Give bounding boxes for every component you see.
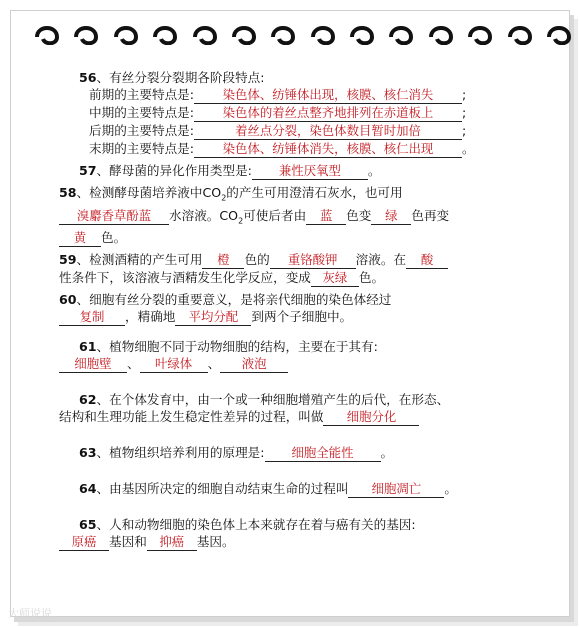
notebook-page: [10, 10, 570, 617]
answer-blank: 重铬酸钾: [270, 251, 356, 269]
watermark: 大师说说: [8, 607, 52, 620]
row-label: 末期的主要特点是:: [89, 141, 194, 156]
answer-blank: 染色体、纺锤体消失，核膜、核仁出现: [194, 140, 462, 158]
row-metaphase: [59, 104, 554, 122]
question-text: 、植物组织培养利用的原理是:: [96, 445, 265, 461]
question-text: 、检测酒精的产生可用: [76, 252, 203, 268]
binder-ring-icon: [387, 11, 415, 45]
binder-rings: [33, 11, 573, 51]
question-text: 、由基因所决定的细胞自动结束生命的过程叫: [96, 481, 349, 497]
question-60: [59, 291, 554, 326]
question-number: 58: [59, 185, 77, 200]
question-63: [59, 444, 554, 462]
row-label: 后期的主要特点是:: [89, 123, 194, 138]
question-end: 。: [444, 481, 457, 497]
question-text: 基因。: [196, 534, 235, 550]
row-label: 前期的主要特点是:: [89, 87, 194, 102]
binder-ring-icon: [545, 11, 573, 45]
row-label: 中期的主要特点是:: [89, 105, 194, 120]
question-text: 可使后者由: [243, 207, 307, 223]
binder-ring-icon: [309, 11, 337, 45]
question-text: 、检测酵母菌培养液中CO: [76, 185, 222, 200]
answer-blank: 着丝点分裂，染色体数目暂时加倍: [194, 122, 462, 140]
binder-ring-icon: [506, 11, 534, 45]
binder-ring-icon: [348, 11, 376, 45]
answer-blank: 平均分配: [175, 308, 251, 326]
question-number: 62: [79, 392, 97, 408]
question-text: 到两个子细胞中。: [251, 309, 353, 325]
question-64: [59, 480, 554, 498]
question-end: 。: [367, 163, 381, 178]
question-text: 色。: [358, 270, 385, 286]
binder-ring-icon: [33, 11, 61, 45]
question-number: 57: [79, 163, 97, 178]
answer-blank: 原癌: [59, 533, 109, 551]
subscript: 2: [238, 216, 244, 226]
answer-blank: 橙: [202, 251, 244, 269]
question-number: 63: [79, 445, 97, 461]
answer-blank: 溴麝香草酚蓝: [59, 207, 169, 225]
binder-ring-icon: [191, 11, 219, 45]
question-text: 、人和动物细胞的染色体上本来就存在着与癌有关的基因:: [96, 517, 416, 533]
question-58: [59, 184, 554, 247]
question-text: 结构和生理功能上发生稳定性差异的过程，叫做: [59, 409, 324, 425]
row-end: ;: [462, 87, 467, 102]
answer-blank: 酸: [406, 251, 448, 269]
answer-blank: 叶绿体: [140, 355, 208, 373]
question-text: ，精确地: [125, 309, 176, 325]
question-57: [59, 162, 554, 180]
question-text: 色再变: [411, 207, 450, 223]
answer-blank: 蓝: [306, 207, 346, 225]
question-text: 、植物细胞不同于动物细胞的结构，主要在于其有:: [96, 339, 378, 355]
question-number: 59: [59, 252, 77, 268]
question-59: [59, 251, 554, 287]
row-anaphase: [59, 122, 554, 140]
question-number: 65: [79, 517, 97, 533]
row-end: ;: [462, 123, 467, 138]
answer-blank: 黄: [59, 229, 101, 247]
answer-blank: 细胞分化: [323, 408, 419, 426]
question-text: 性条件下，该溶液与酒精发生化学反应，变成: [59, 270, 311, 286]
question-number: 61: [79, 339, 97, 355]
question-text: 溶液。在: [355, 252, 407, 268]
answer-blank: 绿: [371, 207, 411, 225]
binder-ring-icon: [151, 11, 179, 45]
row-end: ;: [462, 105, 467, 120]
answer-blank: 液泡: [220, 355, 288, 373]
question-text: 的产生可用澄清石灰水，也可用: [226, 185, 403, 200]
answer-blank: 复制: [59, 308, 125, 326]
row-telophase: [59, 140, 554, 158]
answer-blank: 染色体的着丝点整齐地排列在赤道板上: [194, 104, 462, 122]
question-text: 、在个体发育中，由一个或一种细胞增殖产生的后代，在形态、: [96, 392, 450, 408]
answer-blank: 兼性厌氧型: [252, 162, 368, 180]
question-text: 基因和: [109, 534, 147, 550]
question-62: [59, 391, 554, 426]
row-prophase: [59, 86, 554, 104]
subscript: 2: [221, 193, 227, 203]
question-56: [59, 69, 554, 158]
binder-ring-icon: [427, 11, 455, 45]
binder-ring-icon: [230, 11, 258, 45]
separator: 、: [127, 356, 140, 372]
question-number: 56: [79, 70, 97, 85]
binder-ring-icon: [72, 11, 100, 45]
question-text: 、细胞有丝分裂的重要意义，是将亲代细胞的染色体经过: [76, 292, 392, 308]
question-61: [59, 338, 554, 373]
question-text: 水溶液。CO: [169, 207, 239, 223]
binder-ring-icon: [269, 11, 297, 45]
question-text: 色变: [346, 207, 372, 223]
question-text: 色的: [244, 252, 270, 268]
answer-blank: 细胞凋亡: [348, 480, 444, 498]
binder-ring-icon: [112, 11, 140, 45]
question-text: 、酵母菌的异化作用类型是:: [96, 163, 252, 178]
question-text: 色。: [101, 230, 127, 246]
answer-blank: 灰绿: [311, 269, 359, 287]
answer-blank: 细胞壁: [59, 355, 127, 373]
question-stem: 、有丝分裂分裂期各阶段特点:: [96, 70, 265, 85]
binder-ring-icon: [466, 11, 494, 45]
question-number: 64: [79, 481, 97, 497]
question-end: 。: [380, 445, 394, 461]
separator: 、: [207, 356, 221, 372]
row-end: 。: [462, 141, 475, 156]
answer-blank: 染色体、纺锤体出现，核膜、核仁消失: [194, 86, 462, 104]
answer-blank: 细胞全能性: [265, 444, 381, 462]
question-65: [59, 516, 554, 551]
answer-blank: 抑癌: [147, 533, 197, 551]
question-list: [59, 69, 554, 555]
question-number: 60: [59, 292, 77, 308]
